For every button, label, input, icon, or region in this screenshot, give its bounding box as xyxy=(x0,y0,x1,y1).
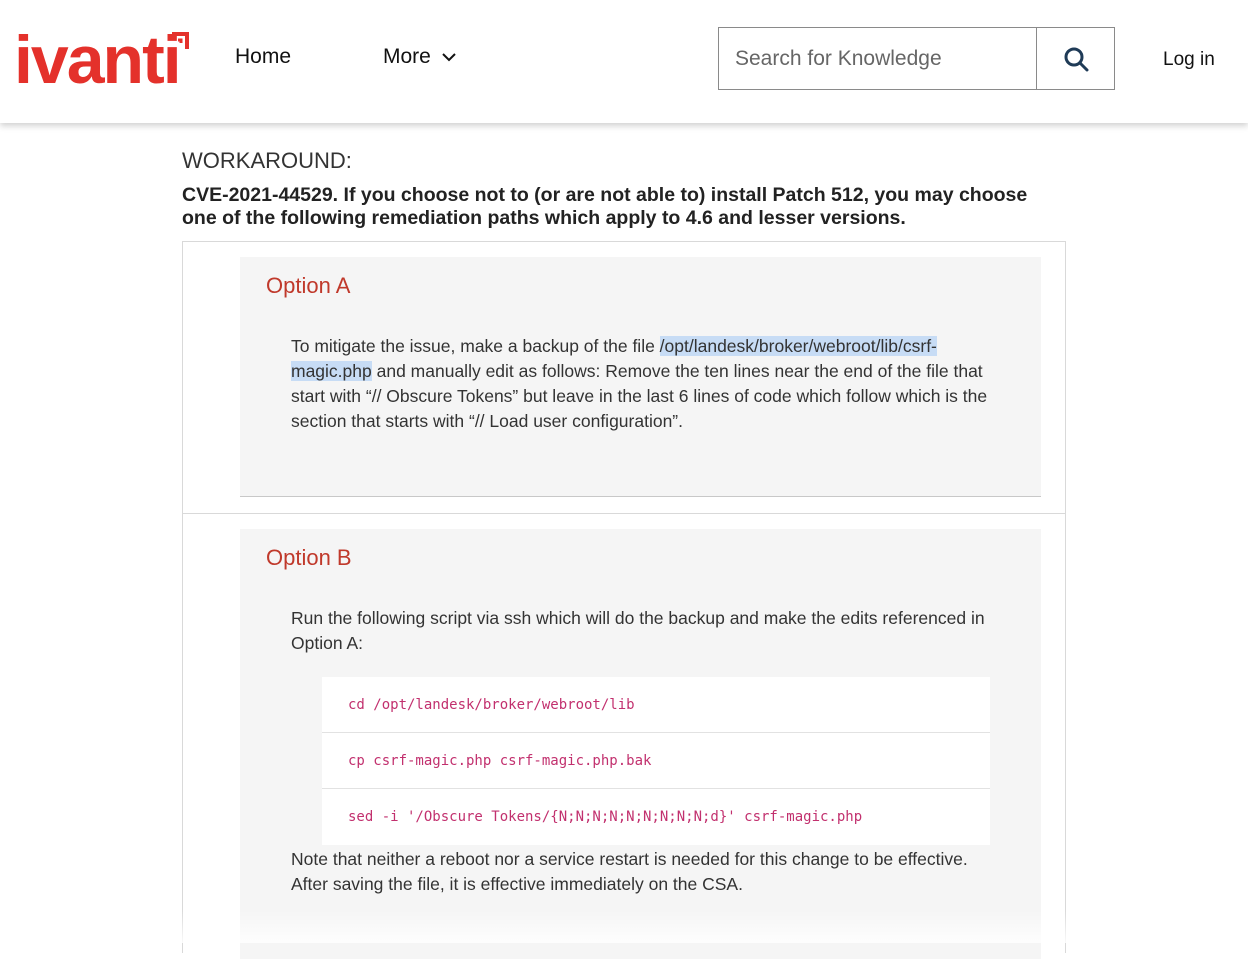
search-button[interactable] xyxy=(1036,28,1114,89)
option-b-panel xyxy=(182,513,1066,953)
chevron-down-icon xyxy=(441,49,457,65)
option-b-text: Run the following script via ssh which will do the backup and make the edits referenced in Option A: xyxy=(291,608,985,653)
logo-text: ivanti xyxy=(14,22,180,98)
search-icon xyxy=(1063,46,1089,72)
option-b-box xyxy=(240,529,1041,959)
option-b-title: Option B xyxy=(266,545,352,570)
code-line[interactable]: cp csrf-magic.php csrf-magic.php.bak xyxy=(322,733,990,789)
logo-corner-mark-icon xyxy=(168,31,190,53)
nav-more-menu[interactable] xyxy=(383,45,457,69)
highlighted-file-path[interactable]: /opt/landesk/broker/webroot/lib/csrf-magic.php xyxy=(291,336,937,381)
option-a-text-start: To mitigate the issue, make a backup of the file xyxy=(291,336,660,356)
option-a-text xyxy=(291,334,991,434)
nav-home-link[interactable]: Home xyxy=(235,45,292,68)
code-block xyxy=(322,677,990,845)
nav-more-label: More xyxy=(383,45,431,68)
site-header xyxy=(0,0,1248,123)
bottom-fade xyxy=(0,910,1248,943)
search-input[interactable] xyxy=(719,28,1036,89)
option-a-text-end: and manually edit as follows: Remove the ten lines near the end of the file that start with “// Obscure Tokens” but leave in the last 6 lines of code which follow which is the section that starts with “// Load user configuration”. xyxy=(291,361,988,431)
option-a-title: Option A xyxy=(266,273,351,298)
option-b-note: Note that neither a reboot nor a service restart is needed for this change to be effective. After saving the file, it is effective immediately on the CSA. xyxy=(291,849,968,894)
login-link[interactable]: Log in xyxy=(1163,49,1215,70)
code-line[interactable]: sed -i '/Obscure Tokens/{N;N;N;N;N;N;N;N;N;d}' csrf-magic.php xyxy=(322,789,990,845)
option-a-box xyxy=(240,257,1041,497)
search-box xyxy=(718,27,1115,90)
option-a-panel xyxy=(182,241,1066,514)
workaround-heading: WORKAROUND: xyxy=(182,148,352,173)
code-line[interactable]: cd /opt/landesk/broker/webroot/lib xyxy=(322,677,990,733)
intro-paragraph: CVE-2021-44529. If you choose not to (or are not able to) install Patch 512, you may choose one of the following remediation paths which apply to 4.6 and lesser versions. xyxy=(182,184,1028,229)
